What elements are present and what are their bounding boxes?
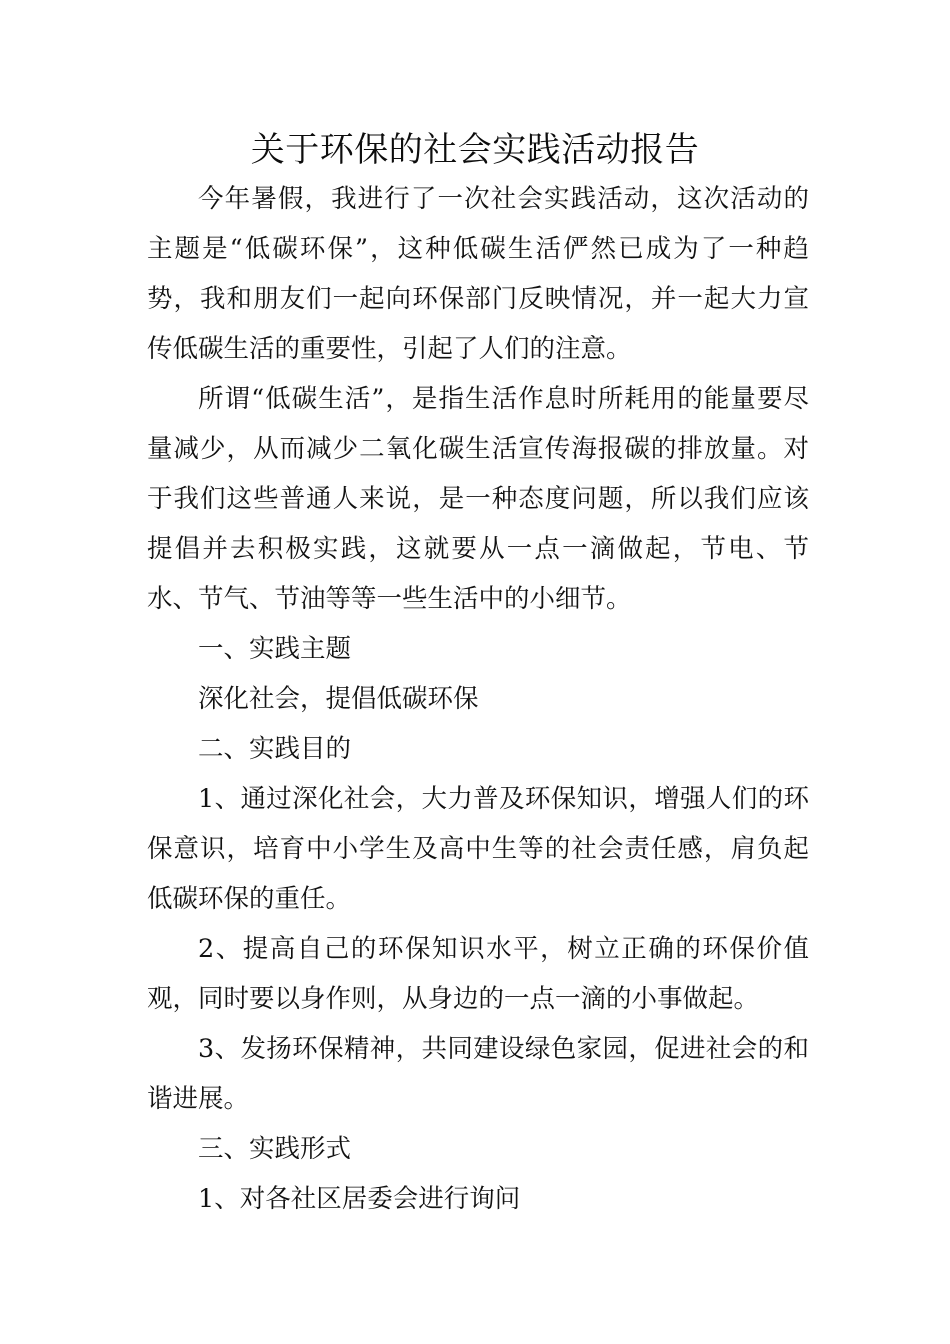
document-body [147,174,809,1224]
section-heading-format: 三、实践形式 [198,1134,352,1164]
paragraph-purpose-2: 2、提高自己的环保知识水平，树立正确的环保价值观，同时要以身作则，从身边的一点一滴的小事做起。 [147,934,809,1014]
paragraph-intro: 今年暑假，我进行了一次社会实践活动，这次活动的主题是“低碳环保”，这种低碳生活俨然已成为了一种趋势，我和朋友们一起向环保部门反映情况，并一起大力宣传低碳生活的重要性，引起了人们的注意。 [147,184,809,364]
section-heading-purpose: 二、实践目的 [198,734,352,764]
paragraph-purpose-3: 3、发扬环保精神，共同建设绿色家园，促进社会的和谐进展。 [147,1034,809,1114]
paragraph-theme: 深化社会，提倡低碳环保 [198,684,479,714]
paragraph-definition: 所谓“低碳生活”，是指生活作息时所耗用的能量要尽量减少，从而减少二氧化碳生活宣传海报碳的排放量。对于我们这些普通人来说，是一种态度问题，所以我们应该提倡并去积极实践，这就要从一点一滴做起，节电、节水、节气、节油等等一些生活中的小细节。 [147,384,809,614]
paragraph-format-1: 1、对各社区居委会进行询问 [198,1184,521,1214]
document-title: 关于环保的社会实践活动报告 [250,130,700,170]
paragraph-purpose-1: 1、通过深化社会，大力普及环保知识，增强人们的环保意识，培育中小学生及高中生等的社会责任感，肩负起低碳环保的重任。 [147,784,809,914]
section-heading-theme: 一、实践主题 [198,634,352,664]
